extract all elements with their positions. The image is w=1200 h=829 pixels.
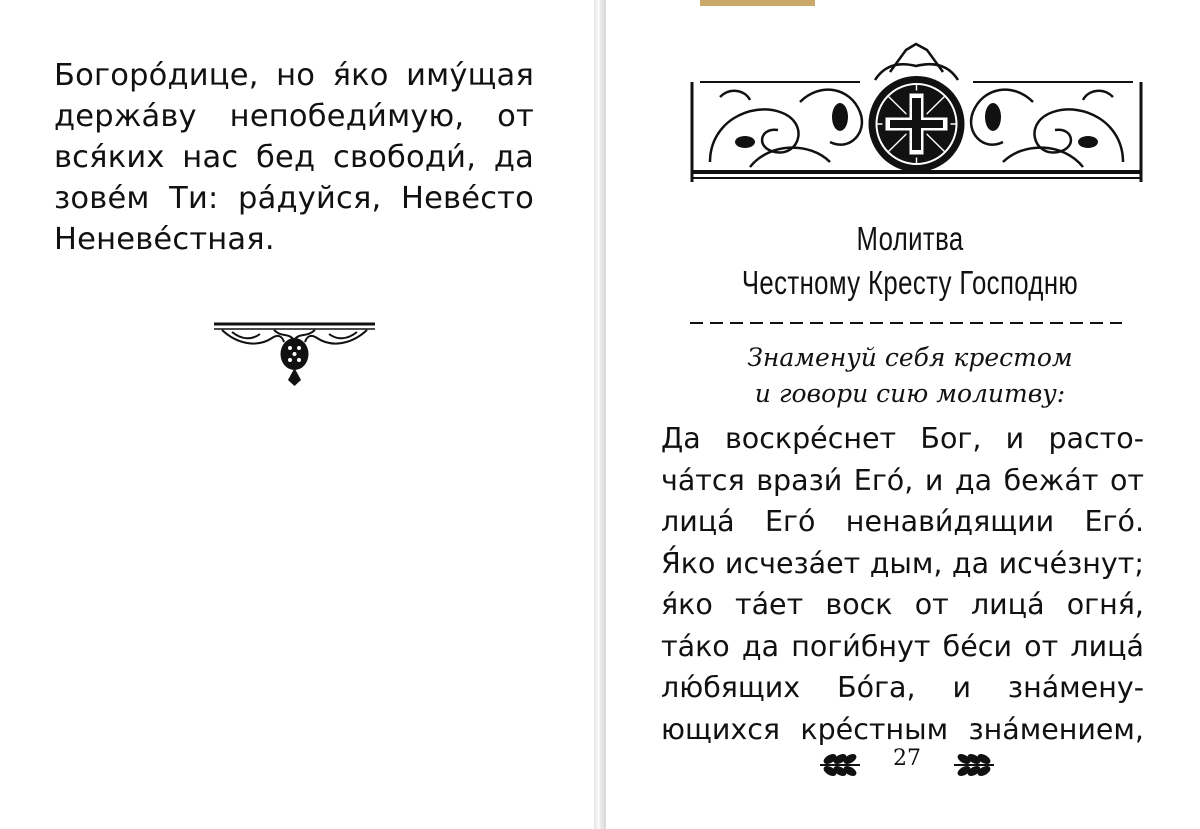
text-line: вся́ких нас бед свободи́, да [54, 140, 534, 175]
book-gutter [594, 0, 606, 829]
text-line: Неневе́стная. [54, 222, 275, 257]
left-page-text [54, 55, 534, 260]
text-line: та́ко да поги́бнут бе́си от лица́ [661, 629, 1144, 663]
cover-edge [700, 0, 815, 6]
text-line: Да воскре́снет Бог, и расто- [661, 422, 1144, 455]
prayer-title-line-2: Честному Кресту Господню [741, 264, 1079, 301]
text-line: я́ко та́ет воск от лица́ огня́, [661, 588, 1144, 621]
instruction-line: и говори сию молитву: [754, 379, 1066, 408]
text-line: держа́ву непобеди́мую, от [54, 99, 534, 134]
prayer-text [661, 418, 1144, 750]
text-line: ча́тся врази́ Его́, и да бежа́т от [661, 463, 1144, 497]
page-number: 27 [893, 746, 921, 771]
floral-tailpiece-icon [212, 318, 377, 388]
dashed-divider [690, 322, 1122, 324]
text-line: лю́бящих Бо́га, и зна́мену- [661, 671, 1144, 704]
text-line: лица́ Его́ ненави́дящии Его́. [661, 505, 1144, 538]
text-line: Я́ко исчеза́ет дым, да исче́знут; [661, 546, 1144, 580]
cross-headpiece-icon [690, 42, 1143, 189]
instruction-line: Знаменуй себя крестом [747, 343, 1073, 372]
text-line: Богоро́дице, но я́ко иму́щая [54, 58, 534, 93]
prayer-title: Молитва [856, 220, 964, 257]
text-line: ющихся кре́стным зна́мением, [661, 712, 1144, 746]
text-line: зове́м Ти: ра́дуйся, Неве́сто [54, 181, 534, 216]
